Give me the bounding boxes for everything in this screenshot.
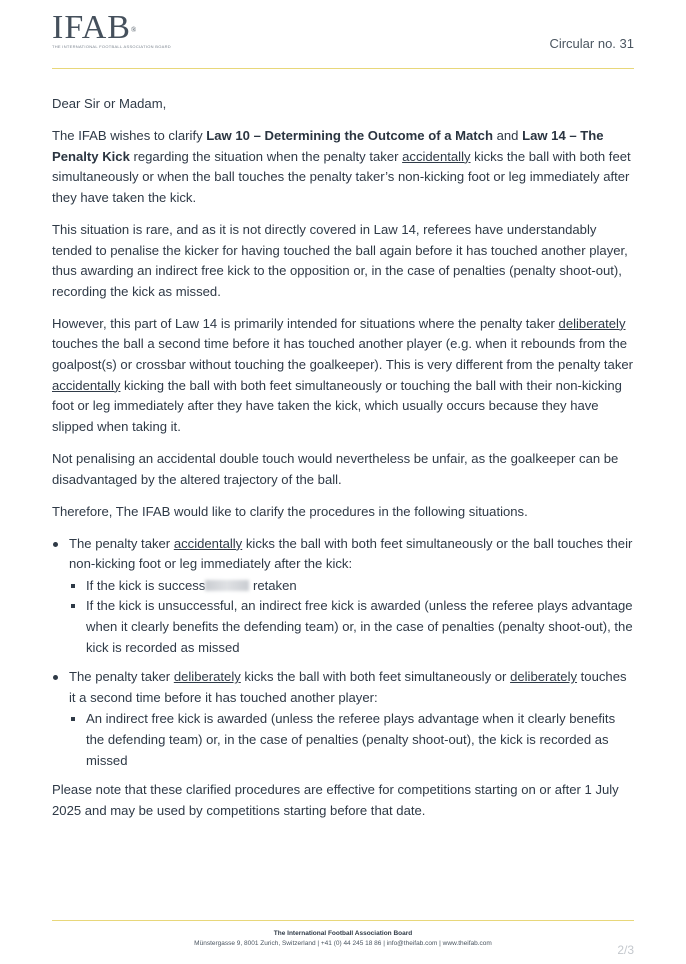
text: However, this part of Law 14 is primarily intended for situations where the penalty taker	[52, 315, 559, 331]
list-item	[52, 667, 634, 771]
text: The penalty taker	[69, 669, 174, 685]
footer-divider	[52, 920, 634, 921]
text: retaken	[249, 577, 297, 593]
sub-list	[69, 576, 634, 658]
law-10-reference: Law 10 – Determining the Outcome of a Match	[206, 128, 493, 144]
redaction-blur	[205, 580, 249, 591]
paragraph-3	[52, 314, 634, 438]
ifab-logo	[52, 9, 171, 49]
list-item	[52, 534, 634, 659]
emphasis-accidentally: accidentally	[52, 377, 121, 393]
text: If the kick is success	[86, 577, 206, 593]
emphasis-deliberately: deliberately	[173, 669, 241, 685]
text: kicks the ball with both feet simultaneously or when the ball touches the penalty taker’s non-kicking foot or leg immediately after they have taken the kick.	[52, 148, 631, 205]
letter-body	[52, 94, 634, 833]
footer-organisation: The International Football Association Board	[273, 930, 413, 937]
footer-address: Münstergasse 9, 8001 Zurich, Switzerland | +41 (0) 44 245 18 86 | info@theifab.com | www.theifab.com	[194, 940, 492, 947]
emphasis-deliberately: deliberately	[510, 669, 578, 685]
sub-list-item: If the kick is unsuccessful, an indirect free kick is awarded (unless the referee plays advantage when it clearly benefits the defending team) or, in the case of penalties (penalty shoot-out), the kick is recorded as missed	[69, 596, 634, 658]
emphasis-deliberately: deliberately	[558, 315, 626, 331]
text: kicks the ball with both feet simultaneously or the ball touches their non-kicking foot or leg immediately after the kick:	[69, 535, 633, 572]
paragraph-4: Not penalising an accidental double touch would nevertheless be unfair, as the goalkeeper can be disadvantaged by the altered trajectory of the ball.	[52, 450, 619, 487]
emphasis-accidentally: accidentally	[402, 148, 471, 164]
text: touches it a second time before it has touched another player:	[69, 669, 627, 705]
sub-list	[69, 709, 634, 771]
situations-list	[52, 534, 634, 772]
salutation: Dear Sir or Madam,	[52, 96, 167, 111]
header-divider	[52, 68, 634, 69]
sub-list-item	[69, 576, 634, 597]
text: kicking the ball with both feet simultaneously or touching the ball with their non-kicking foot or leg immediately after they have taken the kick, which usually occurs because they have slipped when taking it.	[52, 377, 622, 434]
law-14-reference: Law 14 – The Penalty Kick	[52, 128, 604, 164]
paragraph-2: This situation is rare, and as it is not directly covered in Law 14, referees have understandably tended to penalise the kicker for having touched the ball again before it has touched another player, thus awarding an indirect free kick to the opposition or, in the case of penalties (penalty shoot-out), recording the kick as missed.	[52, 221, 628, 299]
text: regarding the situation when the penalty taker	[129, 148, 403, 164]
paragraph-1	[52, 126, 634, 208]
emphasis-accidentally: accidentally	[173, 535, 243, 551]
text: touches the ball a second time before it has touched another player (e.g. when it rebounds from the goalpost(s) or crossbar without touching the goalkeeper). This is very different from the penalty taker	[52, 336, 634, 373]
logo-tagline: THE INTERNATIONAL FOOTBALL ASSOCIATION BOARD	[52, 44, 171, 49]
sub-list-item: An indirect free kick is awarded (unless the referee plays advantage when it clearly benefits the defending team) or, in the case of penalties (penalty shoot-out), the kick is recorded as missed	[69, 709, 634, 771]
circular-number: Circular no. 31	[549, 36, 634, 51]
text: The IFAB wishes to clarify	[52, 128, 207, 144]
text: The penalty taker	[69, 535, 174, 551]
logo-registered-mark: ®	[130, 26, 138, 34]
page-number: 2/3	[617, 943, 634, 957]
text: kicks the ball with both feet simultaneously or	[240, 669, 511, 685]
text: and	[492, 128, 523, 144]
paragraph-5: Therefore, The IFAB would like to clarify the procedures in the following situations.	[52, 503, 528, 519]
logo-text: IFAB	[52, 9, 131, 46]
paragraph-6: Please note that these clarified procedures are effective for competitions starting on or after 1 July 2025 and may be used by competitions starting before that date.	[52, 782, 619, 818]
page-footer	[52, 930, 634, 947]
page-header	[52, 9, 634, 68]
